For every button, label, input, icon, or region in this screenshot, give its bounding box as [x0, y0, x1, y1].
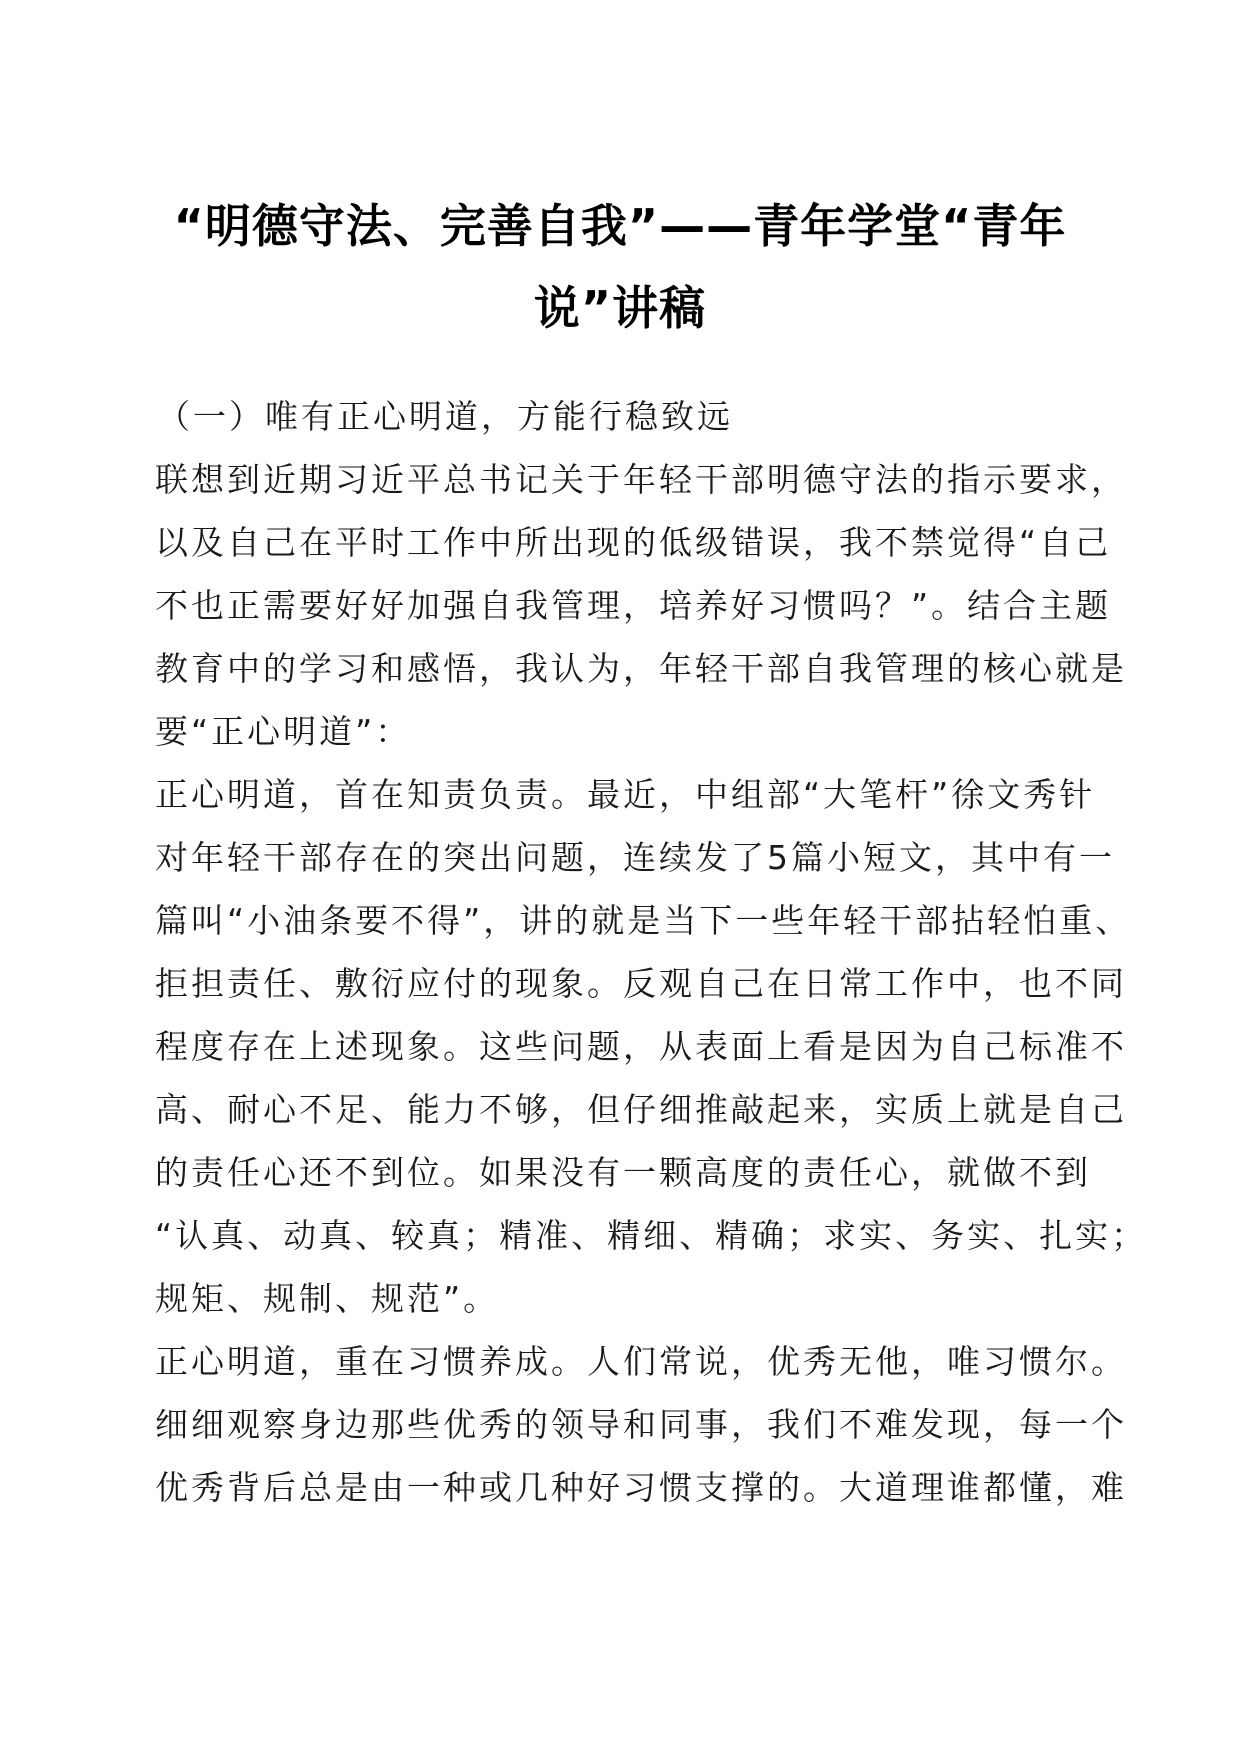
document-body — [155, 385, 1148, 1519]
body-line: 规矩、规制、规范”。 — [155, 1279, 500, 1318]
body-line: “认真、动真、较真；精准、精细、精确；求实、务实、扎实； — [155, 1216, 1148, 1255]
body-line: 拒担责任、敷衍应付的现象。反观自己在日常工作中，也不同 — [155, 964, 1127, 1003]
body-line: 篇叫“小油条要不得”，讲的就是当下一些年轻干部拈轻怕重、 — [155, 901, 1132, 940]
body-line: 优秀背后总是由一种或几种好习惯支撑的。大道理谁都懂，难 — [155, 1468, 1127, 1507]
document-title — [150, 185, 1090, 349]
body-line: 对年轻干部存在的突出问题，连续发了5篇小短文，其中有一 — [155, 838, 1115, 877]
body-line: 以及自己在平时工作中所出现的低级错误，我不禁觉得“自己 — [155, 523, 1112, 562]
body-line: 不也正需要好好加强自我管理，培养好习惯吗？”。结合主题 — [155, 586, 1112, 625]
body-line: 联想到近期习近平总书记关于年轻干部明德守法的指示要求， — [155, 460, 1127, 499]
title-line-1: “明德守法、完善自我”——青年学堂“青年 — [173, 199, 1067, 253]
section-heading: （一）唯有正心明道，方能行稳致远 — [157, 397, 733, 436]
body-line: 高、耐心不足、能力不够，但仔细推敲起来，实质上就是自己 — [155, 1090, 1127, 1129]
body-line: 教育中的学习和感悟，我认为，年轻干部自我管理的核心就是 — [155, 649, 1127, 688]
body-line: 细细观察身边那些优秀的领导和同事，我们不难发现，每一个 — [155, 1405, 1127, 1444]
body-line: 正心明道，首在知责负责。最近，中组部“大笔杆”徐文秀针 — [155, 775, 1096, 814]
body-line: 正心明道，重在习惯养成。人们常说，优秀无他，唯习惯尔。 — [155, 1342, 1127, 1381]
body-line: 的责任心还不到位。如果没有一颗高度的责任心，就做不到 — [155, 1153, 1091, 1192]
title-line-2: 说”讲稿 — [533, 281, 707, 335]
body-line: 程度存在上述现象。这些问题，从表面上看是因为自己标准不 — [155, 1027, 1127, 1066]
body-line: 要“正心明道”： — [155, 712, 412, 751]
